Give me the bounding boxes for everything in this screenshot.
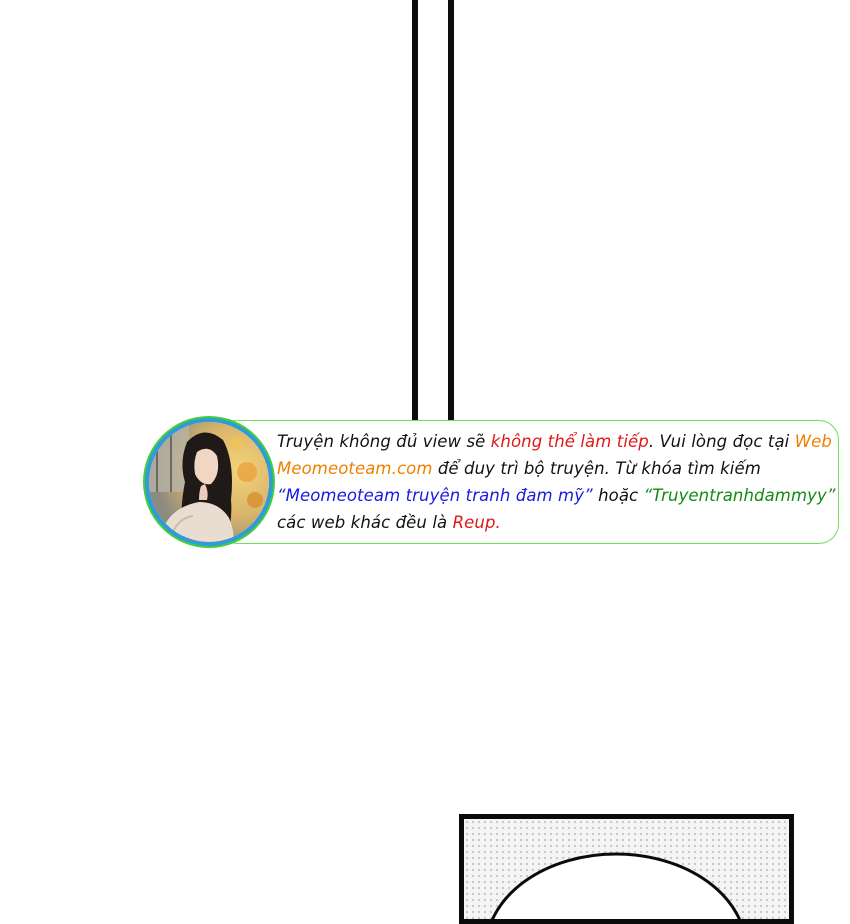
notice-text-part4: hoặc — [592, 486, 644, 505]
girl-portrait-avatar-icon — [149, 422, 269, 542]
translator-notice-banner — [145, 418, 842, 546]
notice-text-part5: các web khác đều là — [277, 513, 453, 532]
reup-warning-text: Reup. — [452, 513, 501, 532]
speech-bubble-outline — [464, 819, 789, 919]
notice-text-part3: để duy trì bộ truyện. Từ khóa tìm kiếm — [432, 459, 761, 478]
notice-text-part1: Truyện không đủ view sẽ — [277, 432, 491, 451]
search-keyword-2: “Truyentranhdammyy” — [643, 486, 836, 505]
stop-warning-text: không thể làm tiếp — [490, 432, 649, 451]
comic-panel-next — [459, 814, 794, 924]
site-link[interactable]: Web Meomeoteam.com — [277, 432, 832, 478]
notice-text-part2: . Vui lòng đọc tại — [648, 432, 795, 451]
notice-text — [277, 428, 837, 536]
search-keyword-1: “Meomeoteam truyện tranh đam mỹ” — [277, 486, 593, 505]
avatar — [145, 418, 273, 546]
